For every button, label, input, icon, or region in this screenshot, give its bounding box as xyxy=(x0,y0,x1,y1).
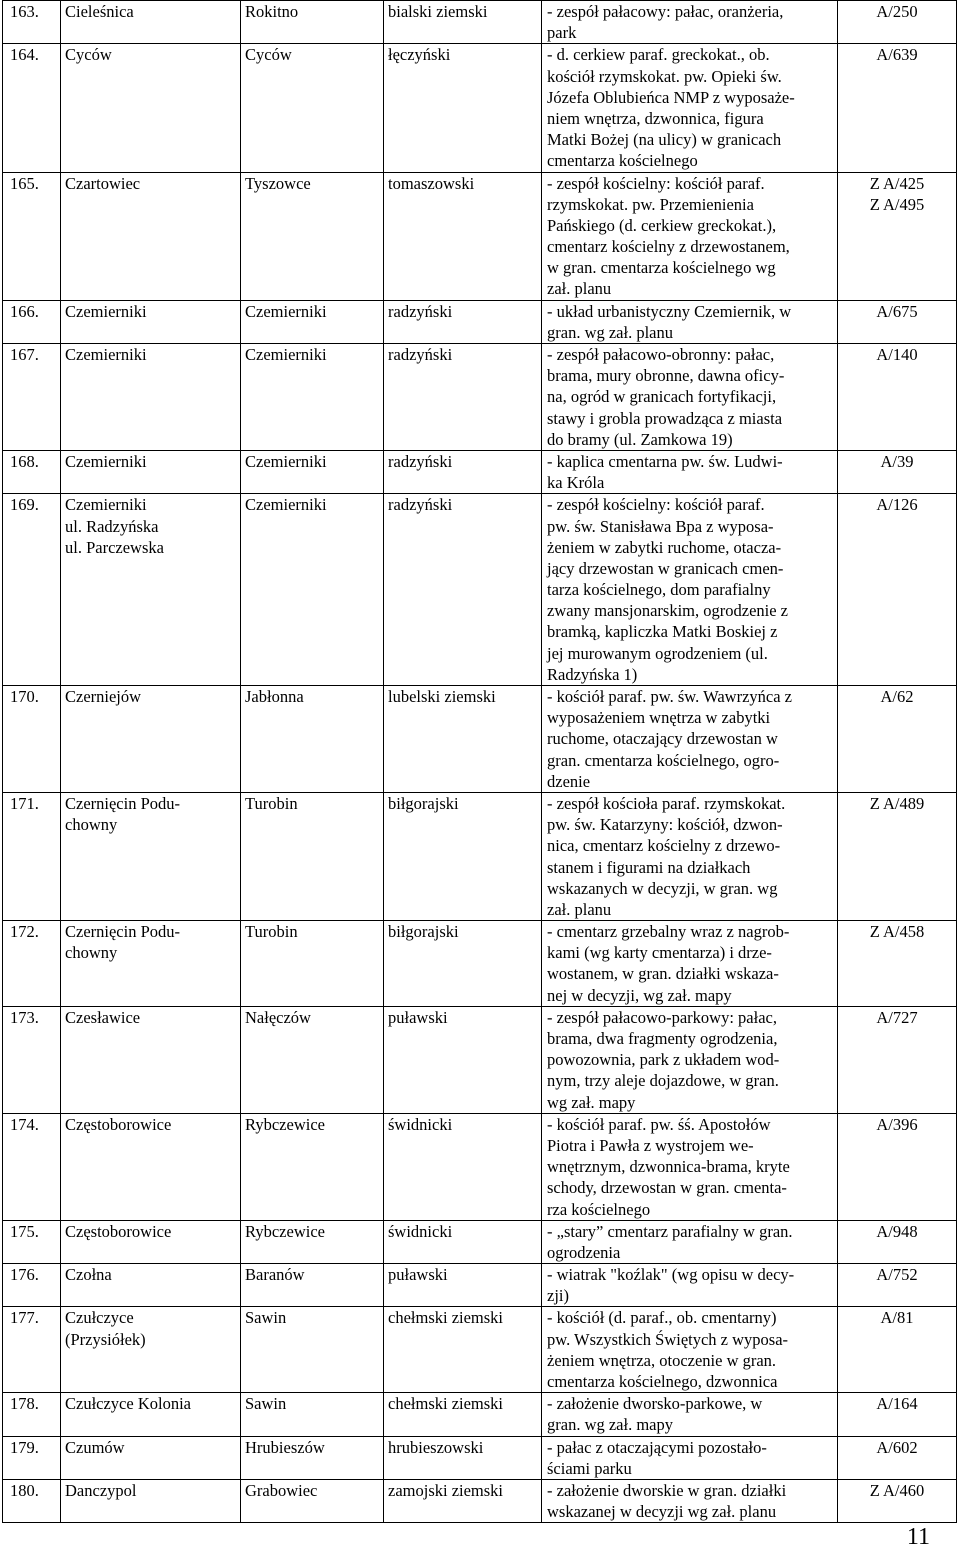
powiat-cell xyxy=(384,44,542,172)
description-line: - układ urbanistyczny Czemiernik, w xyxy=(547,301,792,321)
entry-number: 165. xyxy=(10,173,39,193)
entry-number-cell xyxy=(3,1006,61,1113)
locality-line: Czemierniki xyxy=(65,301,147,321)
register-number: Z A/489 xyxy=(869,793,925,813)
description-line: ściami parku xyxy=(547,1458,632,1478)
register-number-cell xyxy=(838,921,957,1007)
description-cell xyxy=(542,1264,838,1307)
locality-cell xyxy=(61,1113,241,1220)
description-line: niem wnętrza, dzwonnica, figura xyxy=(547,108,764,128)
register-number: Z A/460 xyxy=(869,1480,925,1500)
table-row xyxy=(3,44,957,172)
register-number: A/675 xyxy=(876,301,918,321)
description-line: - wiatrak "koźlak" (wg opisu w decy- xyxy=(547,1265,795,1285)
gmina-name: Rybczewice xyxy=(245,1221,325,1241)
powiat-cell xyxy=(384,1220,542,1263)
gmina-cell xyxy=(241,344,384,451)
description-line: - zespół kościoła paraf. rzymskokat. xyxy=(547,793,786,813)
description-line: - zespół kościelny: kościół paraf. xyxy=(547,495,765,515)
powiat-name: radzyński xyxy=(388,495,453,515)
table-row xyxy=(3,1220,957,1263)
description-line: zał. planu xyxy=(547,279,612,299)
gmina-name: Rybczewice xyxy=(245,1114,325,1134)
gmina-name: Turobin xyxy=(245,793,298,813)
description-line: zji) xyxy=(547,1286,569,1306)
register-number: A/164 xyxy=(876,1394,918,1414)
locality-cell xyxy=(61,300,241,343)
entry-number: 173. xyxy=(10,1007,39,1027)
powiat-name: hrubieszowski xyxy=(388,1437,484,1457)
gmina-name: Rokitno xyxy=(245,2,299,21)
description-line: - d. cerkiew paraf. greckokat., ob. xyxy=(547,45,770,65)
gmina-name: Turobin xyxy=(245,922,298,942)
locality-line: Czernięcin Podu- xyxy=(65,793,181,813)
powiat-cell xyxy=(384,1479,542,1522)
description-line: zał. planu xyxy=(547,899,612,919)
locality-cell xyxy=(61,450,241,493)
register-number-cell xyxy=(838,44,957,172)
powiat-cell xyxy=(384,450,542,493)
gmina-name: Jabłonna xyxy=(245,687,304,706)
powiat-name: puławski xyxy=(388,1265,448,1285)
description-line: cmentarz kościelny z drzewostanem, xyxy=(547,237,790,257)
entry-number: 169. xyxy=(10,495,39,515)
entry-number: 171. xyxy=(10,793,39,813)
powiat-name: biłgorajski xyxy=(388,922,459,942)
powiat-name: radzyński xyxy=(388,345,453,364)
entry-number: 176. xyxy=(10,1265,39,1285)
register-number: Z A/495 xyxy=(869,194,925,214)
powiat-name: tomaszowski xyxy=(388,173,475,193)
locality-cell xyxy=(61,1264,241,1307)
locality-line: ul. Parczewska xyxy=(65,537,164,557)
gmina-name: Sawin xyxy=(245,1394,287,1414)
table-row xyxy=(3,1393,957,1436)
powiat-name: radzyński xyxy=(388,301,453,321)
description-line: cmentarza kościelnego xyxy=(547,151,698,171)
entry-number: 180. xyxy=(10,1480,39,1500)
powiat-name: radzyński xyxy=(388,451,453,471)
powiat-cell xyxy=(384,1436,542,1479)
table-row xyxy=(3,450,957,493)
entry-number-cell xyxy=(3,1113,61,1220)
register-number-cell xyxy=(838,1006,957,1113)
description-line: wskazanej w decyzji wg zał. planu xyxy=(547,1502,777,1522)
description-cell xyxy=(542,1006,838,1113)
register-number-cell xyxy=(838,450,957,493)
table-row xyxy=(3,172,957,300)
description-cell xyxy=(542,686,838,793)
entry-number: 177. xyxy=(10,1308,39,1328)
description-line: wnętrznym, dzwonnica-brama, kryte xyxy=(547,1157,790,1177)
description-line: gran. wg zał. planu xyxy=(547,322,673,342)
powiat-name: biłgorajski xyxy=(388,793,459,813)
locality-line: Czerniejów xyxy=(65,687,142,706)
description-line: wskazanych w decyzji, w gran. wg xyxy=(547,878,778,898)
description-cell xyxy=(542,344,838,451)
locality-line: ul. Radzyńska xyxy=(65,516,159,536)
register-number-cell xyxy=(838,1307,957,1393)
locality-cell xyxy=(61,1,241,44)
description-line: - kościół paraf. pw. śś. Apostołów xyxy=(547,1114,771,1134)
description-line: ogrodzenia xyxy=(547,1242,621,1262)
description-line: Matki Bożej (na ulicy) w granicach xyxy=(547,130,782,150)
gmina-cell xyxy=(241,44,384,172)
entry-number: 179. xyxy=(10,1437,39,1457)
register-number: A/250 xyxy=(876,2,918,21)
entry-number-cell xyxy=(3,1,61,44)
description-line: żeniem wnętrza, otoczenie w gran. xyxy=(547,1350,777,1370)
entry-number-cell xyxy=(3,1264,61,1307)
register-number-cell xyxy=(838,300,957,343)
gmina-name: Czemierniki xyxy=(245,495,327,515)
gmina-name: Czemierniki xyxy=(245,345,327,364)
description-line: - założenie dworsko-parkowe, w xyxy=(547,1394,763,1414)
table-row xyxy=(3,494,957,686)
gmina-cell xyxy=(241,792,384,920)
description-line: park xyxy=(547,23,577,43)
description-line: - kościół paraf. pw. św. Wawrzyńca z xyxy=(547,687,793,706)
description-line: - zespół kościelny: kościół paraf. xyxy=(547,173,765,193)
description-line: w gran. cmentarza kościelnego wg xyxy=(547,258,776,278)
locality-cell xyxy=(61,792,241,920)
description-line: żeniem w zabytki ruchome, otacza- xyxy=(547,537,782,557)
powiat-cell xyxy=(384,1,542,44)
table-row xyxy=(3,1479,957,1522)
register-number: A/126 xyxy=(876,495,918,515)
locality-line: Czesławice xyxy=(65,1007,141,1027)
description-cell xyxy=(542,1,838,44)
description-cell xyxy=(542,1307,838,1393)
description-line: dzenie xyxy=(547,771,591,791)
description-cell xyxy=(542,1479,838,1522)
entry-number: 168. xyxy=(10,451,39,471)
table-row xyxy=(3,300,957,343)
locality-line: Czumów xyxy=(65,1437,125,1457)
description-line: - zespół pałacowo-obronny: pałac, xyxy=(547,345,775,364)
register-number: A/948 xyxy=(876,1221,918,1241)
description-line: zwany mansjonarskim, ogrodzenie z xyxy=(547,601,789,621)
entry-number-cell xyxy=(3,1220,61,1263)
powiat-name: zamojski ziemski xyxy=(388,1480,504,1500)
description-line: brama, dwa fragmenty ogrodzenia, xyxy=(547,1029,778,1048)
gmina-cell xyxy=(241,494,384,686)
register-number-cell xyxy=(838,1479,957,1522)
description-line: Piotra i Pawła z wystrojem we- xyxy=(547,1135,754,1155)
description-line: jej murowanym ogrodzeniem (ul. xyxy=(547,643,768,663)
entry-number: 163. xyxy=(10,2,39,21)
entry-number: 164. xyxy=(10,45,39,65)
register-number-cell xyxy=(838,344,957,451)
locality-cell xyxy=(61,1220,241,1263)
entry-number-cell xyxy=(3,921,61,1007)
register-number-cell xyxy=(838,1,957,44)
gmina-cell xyxy=(241,450,384,493)
entry-number-cell xyxy=(3,450,61,493)
locality-line: Czemierniki xyxy=(65,345,147,364)
description-line: nej w decyzji, wg zał. mapy xyxy=(547,985,732,1005)
description-cell xyxy=(542,1220,838,1263)
register-number: Z A/458 xyxy=(869,922,925,942)
locality-cell xyxy=(61,1307,241,1393)
locality-line: Cyców xyxy=(65,45,112,65)
register-number: A/140 xyxy=(876,345,918,364)
register-number: A/752 xyxy=(876,1265,918,1285)
description-line: - zespół pałacowo-parkowy: pałac, xyxy=(547,1007,777,1027)
register-number-cell xyxy=(838,172,957,300)
register-number: A/62 xyxy=(880,687,914,706)
gmina-cell xyxy=(241,1307,384,1393)
description-line: do bramy (ul. Zamkowa 19) xyxy=(547,429,733,449)
description-line: Józefa Oblubieńca NMP z wyposaże- xyxy=(547,87,795,107)
entry-number: 172. xyxy=(10,922,39,942)
entry-number: 174. xyxy=(10,1114,39,1134)
register-number: Z A/425 xyxy=(869,173,925,193)
description-line: jący drzewostan w granicach cmen- xyxy=(547,558,784,578)
locality-cell xyxy=(61,494,241,686)
description-line: ruchome, otaczający drzewostan w xyxy=(547,729,778,749)
gmina-name: Czemierniki xyxy=(245,301,327,321)
register-number-cell xyxy=(838,686,957,793)
powiat-name: łęczyński xyxy=(388,45,451,65)
register-number-cell xyxy=(838,1393,957,1436)
description-cell xyxy=(542,1113,838,1220)
locality-cell xyxy=(61,1006,241,1113)
description-line: pw. św. Stanisława Bpa z wyposa- xyxy=(547,516,774,536)
locality-line: chowny xyxy=(65,815,118,835)
table-row xyxy=(3,1436,957,1479)
entry-number: 178. xyxy=(10,1394,39,1414)
description-line: - cmentarz grzebalny wraz z nagrob- xyxy=(547,922,790,942)
table-row xyxy=(3,921,957,1007)
locality-line: Czołna xyxy=(65,1265,112,1285)
powiat-cell xyxy=(384,300,542,343)
powiat-cell xyxy=(384,1264,542,1307)
gmina-cell xyxy=(241,1436,384,1479)
table-row xyxy=(3,686,957,793)
powiat-name: świdnicki xyxy=(388,1221,453,1241)
powiat-cell xyxy=(384,172,542,300)
register-number: A/39 xyxy=(880,451,914,471)
locality-line: Czartowiec xyxy=(65,173,141,193)
table-row xyxy=(3,1113,957,1220)
table-row xyxy=(3,1307,957,1393)
locality-line: Częstoborowice xyxy=(65,1114,172,1134)
powiat-cell xyxy=(384,1006,542,1113)
powiat-cell xyxy=(384,792,542,920)
entry-number: 170. xyxy=(10,687,39,706)
description-line: gran. wg zał. mapy xyxy=(547,1415,673,1435)
register-number: A/639 xyxy=(876,45,918,65)
powiat-cell xyxy=(384,921,542,1007)
description-cell xyxy=(542,1436,838,1479)
locality-line: (Przysiółek) xyxy=(65,1329,146,1349)
locality-line: Czułczyce xyxy=(65,1308,134,1328)
locality-cell xyxy=(61,686,241,793)
description-line: na, ogród w granicach fortyfikacji, xyxy=(547,387,777,407)
register-number-cell xyxy=(838,792,957,920)
locality-line: Czemierniki xyxy=(65,495,147,515)
gmina-name: Cyców xyxy=(245,45,292,65)
description-line: - założenie dworskie w gran. działki xyxy=(547,1480,787,1500)
powiat-name: bialski ziemski xyxy=(388,2,488,21)
entry-number-cell xyxy=(3,686,61,793)
description-line: stanem i figurami na działkach xyxy=(547,857,751,877)
powiat-cell xyxy=(384,1393,542,1436)
locality-cell xyxy=(61,1393,241,1436)
description-line: wyposażeniem wnętrza w zabytki xyxy=(547,708,771,728)
gmina-name: Sawin xyxy=(245,1308,287,1328)
register-number: A/81 xyxy=(880,1308,914,1328)
powiat-name: lubelski ziemski xyxy=(388,687,496,706)
gmina-cell xyxy=(241,1264,384,1307)
gmina-cell xyxy=(241,172,384,300)
gmina-cell xyxy=(241,1393,384,1436)
description-line: schody, drzewostan w gran. cmenta- xyxy=(547,1178,787,1198)
table-row xyxy=(3,1006,957,1113)
gmina-name: Nałęczów xyxy=(245,1007,311,1027)
entry-number-cell xyxy=(3,1479,61,1522)
description-line: rzymskokat. pw. Przemienienia xyxy=(547,194,754,214)
description-line: wostanem, w gran. działki wskaza- xyxy=(547,964,779,984)
gmina-name: Baranów xyxy=(245,1265,305,1285)
locality-line: Częstoborowice xyxy=(65,1221,172,1241)
register-number: A/602 xyxy=(876,1437,918,1457)
gmina-name: Czemierniki xyxy=(245,451,327,471)
gmina-name: Hrubieszów xyxy=(245,1437,325,1457)
powiat-cell xyxy=(384,1113,542,1220)
description-line: pw. Wszystkich Świętych z wyposa- xyxy=(547,1329,789,1349)
register-table-body xyxy=(3,1,957,1523)
locality-cell xyxy=(61,921,241,1007)
table-row xyxy=(3,344,957,451)
powiat-cell xyxy=(384,1307,542,1393)
description-line: ka Króla xyxy=(547,473,605,493)
entry-number: 175. xyxy=(10,1221,39,1241)
table-row xyxy=(3,792,957,920)
description-line: brama, mury obronne, dawna oficy- xyxy=(547,366,785,386)
description-line: powozownia, park z układem wod- xyxy=(547,1050,780,1070)
description-line: - pałac z otaczającymi pozostało- xyxy=(547,1437,767,1457)
entry-number-cell xyxy=(3,792,61,920)
description-line: stawy i grobla prowadząca z miasta xyxy=(547,408,783,428)
description-line: gran. cmentarza kościelnego, ogro- xyxy=(547,750,780,770)
description-line: wg zał. mapy xyxy=(547,1092,636,1112)
description-line: tarza kościelnego, dom parafialny xyxy=(547,580,771,600)
table-row xyxy=(3,1,957,44)
powiat-cell xyxy=(384,494,542,686)
powiat-cell xyxy=(384,686,542,793)
entry-number-cell xyxy=(3,44,61,172)
gmina-cell xyxy=(241,1479,384,1522)
locality-cell xyxy=(61,344,241,451)
gmina-cell xyxy=(241,1006,384,1113)
locality-line: Czemierniki xyxy=(65,451,147,471)
entry-number-cell xyxy=(3,1393,61,1436)
powiat-name: świdnicki xyxy=(388,1114,453,1134)
locality-cell xyxy=(61,1436,241,1479)
register-number-cell xyxy=(838,1113,957,1220)
gmina-cell xyxy=(241,1220,384,1263)
entry-number-cell xyxy=(3,1436,61,1479)
register-number-cell xyxy=(838,1220,957,1263)
powiat-name: chełmski ziemski xyxy=(388,1394,504,1414)
entry-number-cell xyxy=(3,344,61,451)
locality-line: chowny xyxy=(65,943,118,963)
powiat-name: chełmski ziemski xyxy=(388,1308,504,1328)
register-number-cell xyxy=(838,1264,957,1307)
description-cell xyxy=(542,450,838,493)
register-number-cell xyxy=(838,1436,957,1479)
description-cell xyxy=(542,44,838,172)
gmina-name: Tyszowce xyxy=(245,173,311,193)
gmina-cell xyxy=(241,1113,384,1220)
powiat-name: puławski xyxy=(388,1007,448,1027)
description-line: cmentarza kościelnego, dzwonnica xyxy=(547,1372,778,1391)
locality-line: Czułczyce Kolonia xyxy=(65,1394,191,1414)
description-cell xyxy=(542,494,838,686)
description-line: kościół rzymskokat. pw. Opieki św. xyxy=(547,66,782,86)
description-line: nym, trzy aleje dojazdowe, w gran. xyxy=(547,1071,779,1091)
entry-number: 167. xyxy=(10,345,39,364)
locality-cell xyxy=(61,172,241,300)
description-line: pw. św. Katarzyny: kościół, dzwon- xyxy=(547,815,783,835)
description-line: bramką, kapliczka Matki Boskiej z xyxy=(547,622,778,642)
description-line: nica, cmentarz kościelny z drzewo- xyxy=(547,836,781,856)
description-line: Radzyńska 1) xyxy=(547,664,638,684)
entry-number-cell xyxy=(3,494,61,686)
description-cell xyxy=(542,300,838,343)
gmina-cell xyxy=(241,1,384,44)
table-row xyxy=(3,1264,957,1307)
description-line: - kościół (d. paraf., ob. cmentarny) xyxy=(547,1308,777,1328)
description-line: - „stary” cmentarz parafialny w gran. xyxy=(547,1221,793,1241)
gmina-name: Grabowiec xyxy=(245,1480,318,1500)
register-number: A/727 xyxy=(876,1007,918,1027)
locality-cell xyxy=(61,1479,241,1522)
locality-line: Czernięcin Podu- xyxy=(65,922,181,942)
gmina-cell xyxy=(241,300,384,343)
description-line: Pańskiego (d. cerkiew greckokat.), xyxy=(547,215,777,235)
description-line: - kaplica cmentarna pw. św. Ludwi- xyxy=(547,451,783,471)
locality-line: Danczypol xyxy=(65,1480,137,1500)
locality-cell xyxy=(61,44,241,172)
description-cell xyxy=(542,1393,838,1436)
register-number-cell xyxy=(838,494,957,686)
entry-number-cell xyxy=(3,1307,61,1393)
description-line: rza kościelnego xyxy=(547,1199,651,1219)
entry-number-cell xyxy=(3,172,61,300)
description-line: - zespół pałacowy: pałac, oranżeria, xyxy=(547,2,784,21)
register-number: A/396 xyxy=(876,1114,918,1134)
description-line: kami (wg karty cmentarza) i drze- xyxy=(547,943,772,963)
description-cell xyxy=(542,921,838,1007)
page-number: 11 xyxy=(906,1524,930,1550)
description-cell xyxy=(542,792,838,920)
description-cell xyxy=(542,172,838,300)
powiat-cell xyxy=(384,344,542,451)
monument-register-table xyxy=(2,0,957,1523)
locality-line: Cieleśnica xyxy=(65,2,134,21)
gmina-cell xyxy=(241,686,384,793)
gmina-cell xyxy=(241,921,384,1007)
entry-number-cell xyxy=(3,300,61,343)
entry-number: 166. xyxy=(10,301,39,321)
